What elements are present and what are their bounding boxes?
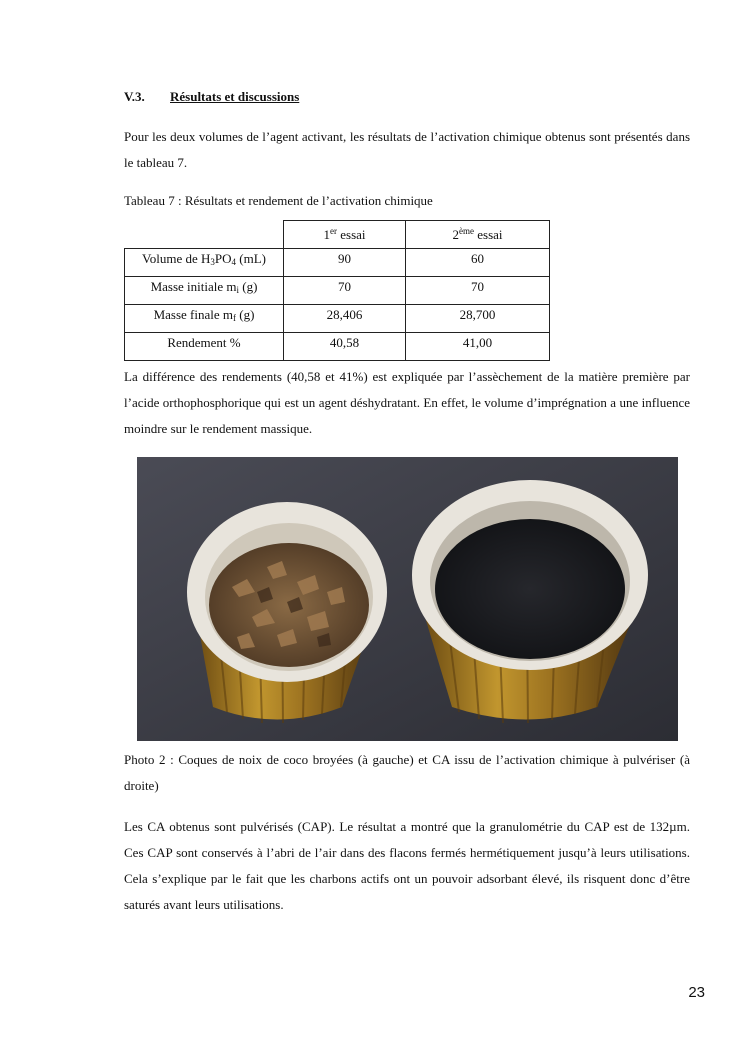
photo-illustration xyxy=(137,457,678,741)
header-trial-1: 1er essai xyxy=(284,221,406,249)
discussion-paragraph: La différence des rendements (40,58 et 41%) est expliquée par l’assèchement de la matière première par l’acide orthophosphorique qui est un agent déshydratant. En effet, le volume d’imprégnation a une influence moindre sur le rendement massique. xyxy=(124,369,690,436)
cell-value: 40,58 xyxy=(284,333,406,361)
cell-value: 60 xyxy=(406,249,550,277)
section-title: Résultats et discussions xyxy=(170,89,300,104)
cell-value: 90 xyxy=(284,249,406,277)
table-row xyxy=(125,333,550,361)
table-caption: Tableau 7 : Résultats et rendement de l’activation chimique xyxy=(124,193,433,208)
row-label-masse-initiale: Masse initiale $m_i$ (g) xyxy=(125,277,284,305)
photo-caption: Photo 2 : Coques de noix de coco broyées (à gauche) et CA issu de l’activation chimique à pulvériser (à droite) xyxy=(124,752,690,793)
cell-value: 28,700 xyxy=(406,305,550,333)
table-header-row xyxy=(125,221,550,249)
table-row xyxy=(125,277,550,305)
cell-value: 70 xyxy=(406,277,550,305)
conclusion-paragraph: Les CA obtenus sont pulvérisés (CAP). Le résultat a montré que la granulométrie du CAP est de 132µm. Ces CAP sont conservés à l’abri de l’air dans des flacons fermés hermétiquement jusqu’à leurs utilisations. Cela s’explique par le fait que les charbons actifs ont un pouvoir adsorbant élevé, ils risquent donc d’être saturés avant leurs utilisations. xyxy=(124,819,690,912)
cell-value: 41,00 xyxy=(406,333,550,361)
section-heading xyxy=(124,89,299,105)
table-corner-cell xyxy=(125,221,284,249)
intro-paragraph: Pour les deux volumes de l’agent activant, les résultats de l’activation chimique obtenus sont présentés dans le tableau 7. xyxy=(124,129,690,170)
results-table xyxy=(124,220,550,361)
header-trial-2: 2ème essai xyxy=(406,221,550,249)
row-label-masse-finale: Masse finale $m_f$ (g) xyxy=(125,305,284,333)
table-row xyxy=(125,249,550,277)
page-number: 23 xyxy=(688,984,705,1001)
cell-value: 28,406 xyxy=(284,305,406,333)
table-row xyxy=(125,305,550,333)
cell-value: 70 xyxy=(284,277,406,305)
section-number: V.3. xyxy=(124,89,145,104)
row-label-rendement: Rendement % xyxy=(125,333,284,361)
row-label-volume: Volume de $H_3PO_4$ (mL) xyxy=(125,249,284,277)
photo-coconut-shells-and-activated-carbon xyxy=(137,457,678,741)
